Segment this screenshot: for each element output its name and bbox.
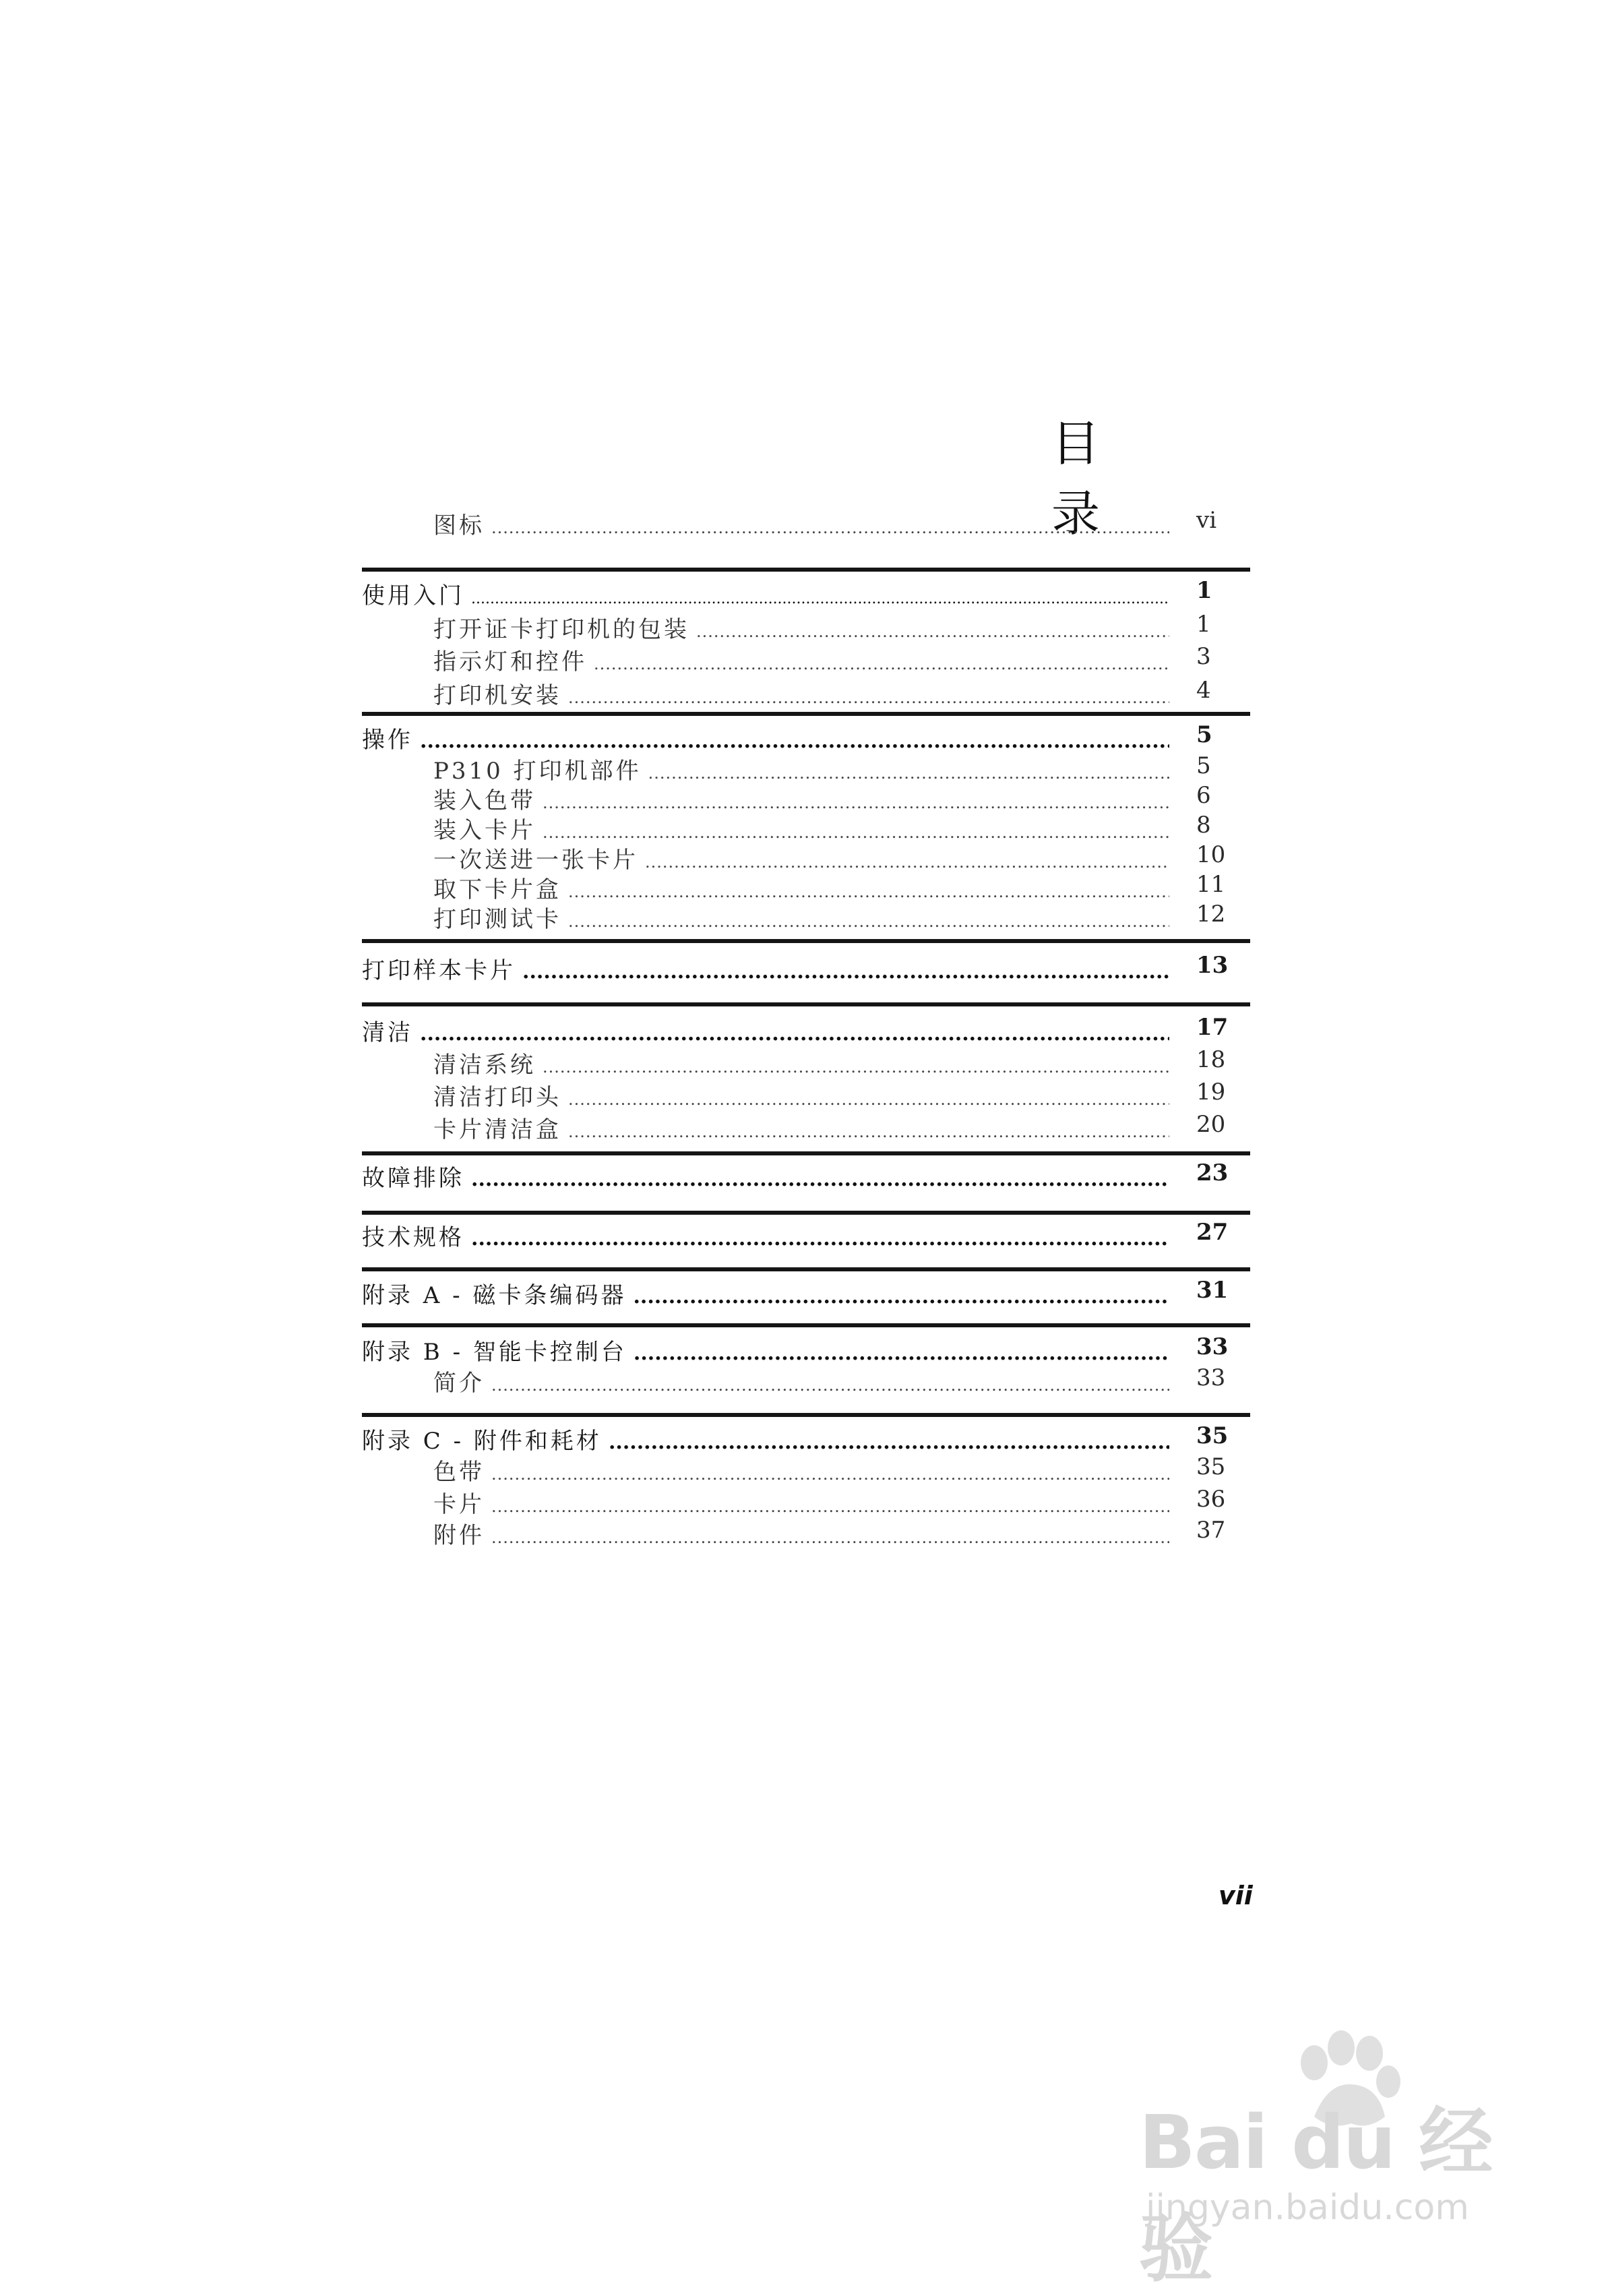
- toc-entry-page: 5: [1196, 721, 1212, 748]
- leader-dots: [633, 1285, 1169, 1308]
- toc-entry-label: 技术规格: [362, 1224, 464, 1251]
- toc-entry-label: 色带: [433, 1459, 485, 1486]
- toc-entry-page: 36: [1196, 1486, 1226, 1513]
- toc-entry-page: 13: [1196, 952, 1229, 979]
- watermark-brand: Bai du 经验: [1139, 2099, 1492, 2292]
- leader-dots: [568, 688, 1169, 707]
- leader-dots: [471, 1227, 1169, 1250]
- toc-entry-page: 37: [1196, 1517, 1226, 1544]
- toc-entry-label: 装入色带: [433, 787, 536, 814]
- baidu-watermark: [1139, 2029, 1516, 2292]
- leader-dots: [491, 1528, 1169, 1547]
- toc-entry[interactable]: [433, 1079, 1250, 1111]
- toc-entry[interactable]: [433, 782, 1250, 814]
- toc-entry-page: 33: [1196, 1333, 1229, 1360]
- toc-entry-label: 操作: [362, 727, 413, 754]
- toc-entry[interactable]: [362, 1159, 1250, 1192]
- toc-entry[interactable]: [433, 1364, 1250, 1397]
- toc-entry-page: 6: [1196, 782, 1211, 809]
- section-rule: [362, 1267, 1250, 1271]
- toc-entry-page: 27: [1196, 1219, 1229, 1246]
- toc-entry-page: 31: [1196, 1277, 1229, 1304]
- toc-entry-page: 1: [1196, 577, 1212, 604]
- toc-entry-label: 使用入门: [362, 582, 464, 609]
- toc-entry[interactable]: [433, 841, 1250, 874]
- leader-dots: [568, 882, 1169, 901]
- toc-entry[interactable]: [362, 952, 1250, 984]
- toc-entry[interactable]: [433, 507, 1250, 539]
- toc-entry[interactable]: [362, 1014, 1250, 1046]
- toc-entry-page: 35: [1196, 1453, 1226, 1480]
- toc-entry-page: 3: [1196, 643, 1211, 670]
- toc-entry-label: 图标: [433, 512, 485, 539]
- leader-dots: [491, 518, 1169, 537]
- toc-entry-page: 20: [1196, 1111, 1226, 1138]
- section-rule: [362, 1151, 1250, 1155]
- leader-dots: [568, 1090, 1169, 1109]
- toc-entry-label: 清洁: [362, 1019, 413, 1046]
- toc-entry-label: 装入卡片: [433, 817, 536, 844]
- section-rule: [362, 712, 1250, 716]
- leader-dots: [645, 853, 1169, 872]
- toc-entry-label: 打印测试卡: [433, 906, 561, 933]
- leader-dots: [491, 1497, 1169, 1516]
- leader-dots: [471, 591, 1169, 607]
- toc-entry[interactable]: [433, 752, 1250, 785]
- toc-entry-page: 8: [1196, 812, 1211, 839]
- leader-dots: [634, 1341, 1169, 1365]
- leader-dots: [491, 1376, 1169, 1395]
- toc-entry-label: 指示灯和控件: [433, 648, 587, 675]
- toc-entry[interactable]: [362, 1333, 1250, 1366]
- page-number: vii: [1219, 1881, 1253, 1910]
- leader-dots: [420, 729, 1169, 753]
- toc-entry-page: vi: [1196, 507, 1217, 534]
- section-rule: [362, 1323, 1250, 1327]
- section-rule: [362, 1002, 1250, 1006]
- leader-dots: [594, 655, 1169, 673]
- toc-entry-page: 23: [1196, 1159, 1229, 1186]
- toc-entry[interactable]: [433, 677, 1250, 709]
- toc-entry-label: 一次送进一张卡片: [433, 847, 638, 874]
- toc-entry[interactable]: [433, 1111, 1250, 1143]
- leader-dots: [568, 912, 1169, 931]
- toc-entry-page: 4: [1196, 677, 1211, 704]
- leader-dots: [543, 793, 1169, 812]
- toc-entry-page: 5: [1196, 752, 1211, 779]
- toc-entry-page: 17: [1196, 1014, 1229, 1041]
- page-title: 目录: [1051, 415, 1110, 542]
- toc-entry-page: 33: [1196, 1364, 1226, 1391]
- section-rule: [362, 1413, 1250, 1417]
- toc-entry[interactable]: [362, 1277, 1250, 1309]
- toc-entry-page: 18: [1196, 1046, 1226, 1073]
- leader-dots: [420, 1022, 1169, 1046]
- leader-dots: [696, 622, 1169, 641]
- toc-entry-label: 附录 C - 附件和耗材: [362, 1428, 602, 1455]
- toc-entry-page: 35: [1196, 1422, 1229, 1449]
- toc-entry[interactable]: [433, 1453, 1250, 1486]
- leader-dots: [491, 1465, 1169, 1484]
- toc-entry[interactable]: [433, 812, 1250, 844]
- leader-dots: [568, 1122, 1169, 1141]
- toc-entry[interactable]: [433, 1517, 1250, 1549]
- leader-dots: [522, 960, 1169, 984]
- toc-entry-page: 11: [1196, 871, 1226, 898]
- toc-entry[interactable]: [362, 1422, 1250, 1455]
- toc-entry-label: 取下卡片盒: [433, 876, 561, 903]
- toc-entry-label: 卡片清洁盒: [433, 1116, 561, 1143]
- toc-entry-label: 附件: [433, 1522, 485, 1549]
- toc-entry[interactable]: [433, 901, 1250, 933]
- leader-dots: [471, 1168, 1169, 1191]
- toc-entry-page: 10: [1196, 841, 1226, 868]
- toc-entry-label: 清洁系统: [433, 1052, 536, 1079]
- toc-entry[interactable]: [433, 1046, 1250, 1079]
- toc-entry-label: 附录 B - 智能卡控制台: [362, 1339, 627, 1366]
- toc-entry[interactable]: [433, 643, 1250, 675]
- leader-dots: [609, 1430, 1169, 1454]
- toc-entry-page: 19: [1196, 1079, 1226, 1106]
- leader-dots: [543, 1058, 1169, 1077]
- leader-dots: [543, 823, 1169, 842]
- section-rule: [362, 1211, 1250, 1215]
- toc-entry[interactable]: [433, 1486, 1250, 1518]
- section-rule: [362, 939, 1250, 943]
- toc-entry-label: 打开证卡打印机的包装: [433, 616, 689, 643]
- toc-entry[interactable]: [362, 577, 1250, 609]
- leader-dots: [648, 764, 1169, 783]
- toc-entry[interactable]: [433, 871, 1250, 903]
- toc-entry-label: 故障排除: [362, 1165, 464, 1192]
- section-rule: [362, 568, 1250, 572]
- toc-entry-page: 12: [1196, 901, 1226, 928]
- toc-entry-page: 1: [1196, 611, 1211, 638]
- toc-entry[interactable]: [362, 721, 1250, 754]
- watermark-url: jingyan.baidu.com: [1146, 2187, 1469, 2228]
- toc-entry-label: 打印样本卡片: [362, 957, 516, 984]
- toc-entry-label: 简介: [433, 1370, 485, 1397]
- toc-entry[interactable]: [433, 611, 1250, 643]
- toc-entry-label: 打印机安装: [433, 682, 561, 709]
- toc-entry[interactable]: [362, 1219, 1250, 1251]
- toc-entry-label: 卡片: [433, 1491, 485, 1518]
- toc-entry-label: 附录 A - 磁卡条编码器: [362, 1282, 627, 1309]
- toc-entry-label: P310 打印机部件: [433, 758, 642, 785]
- toc-entry-label: 清洁打印头: [433, 1084, 561, 1111]
